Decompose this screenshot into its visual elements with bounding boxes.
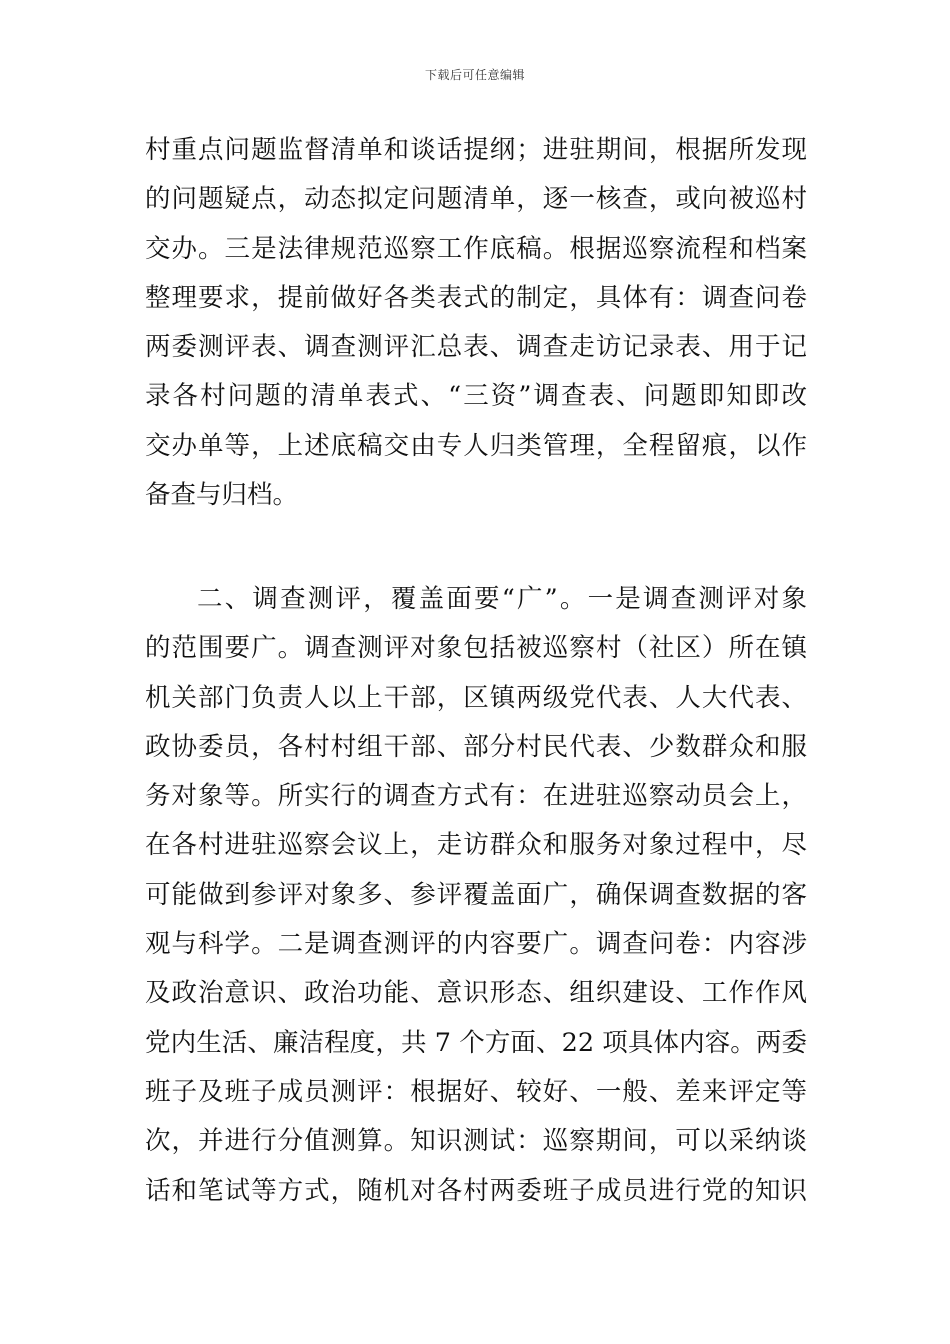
text-line: 备查与归档。 <box>145 480 299 511</box>
text-line: 可能做到参评对象多、参评覆盖面广，确保调查数据的客 <box>145 879 807 910</box>
text-line: 的问题疑点，动态拟定问题清单，逐一核查，或向被巡村 <box>145 184 807 215</box>
text-line: 次，并进行分值测算。知识测试：巡察期间，可以采纳谈 <box>145 1126 807 1157</box>
text-line: 党内生活、廉洁程度，共 7 个方面、22 项具体内容。两委 <box>145 1027 807 1058</box>
paragraph-1 <box>145 126 807 520</box>
text-line: 交办。三是法律规范巡察工作底稿。根据巡察流程和档案 <box>145 233 807 264</box>
text-line: 话和笔试等方式，随机对各村两委班子成员进行党的知识 <box>145 1175 807 1206</box>
text-line: 观与科学。二是调查测评的内容要广。调查问卷：内容涉 <box>145 929 807 960</box>
text-line: 务对象等。所实行的调查方式有：在进驻巡察动员会上， <box>145 781 807 812</box>
text-line: 班子及班子成员测评：根据好、较好、一般、差来评定等 <box>145 1076 807 1107</box>
paragraph-2 <box>145 575 807 1216</box>
text-line: 及政治意识、政治功能、意识形态、组织建设、工作作风 <box>145 978 807 1009</box>
text-line: 二、调查测评，覆盖面要“广”。一是调查测评对象 <box>197 584 807 614</box>
text-line: 村重点问题监督清单和谈话提纲；进驻期间，根据所发现 <box>145 135 807 165</box>
text-line: 整理要求，提前做好各类表式的制定，具体有：调查问卷 <box>145 282 807 313</box>
text-line: 在各村进驻巡察会议上，走访群众和服务对象过程中，尽 <box>145 830 807 861</box>
text-line: 机关部门负责人以上干部，区镇两级党代表、人大代表、 <box>145 682 807 713</box>
page-header: 下载后可任意编辑 <box>424 68 525 82</box>
text-line: 政协委员，各村村组干部、部分村民代表、少数群众和服 <box>145 731 807 762</box>
text-line: 的范围要广。调查测评对象包括被巡察村（社区）所在镇 <box>145 633 807 664</box>
text-line: 录各村问题的清单表式、“三资”调查表、问题即知即改 <box>145 381 807 412</box>
text-line: 交办单等，上述底稿交由专人归类管理，全程留痕，以作 <box>145 430 807 461</box>
text-line: 两委测评表、调查测评汇总表、调查走访记录表、用于记 <box>145 332 807 363</box>
